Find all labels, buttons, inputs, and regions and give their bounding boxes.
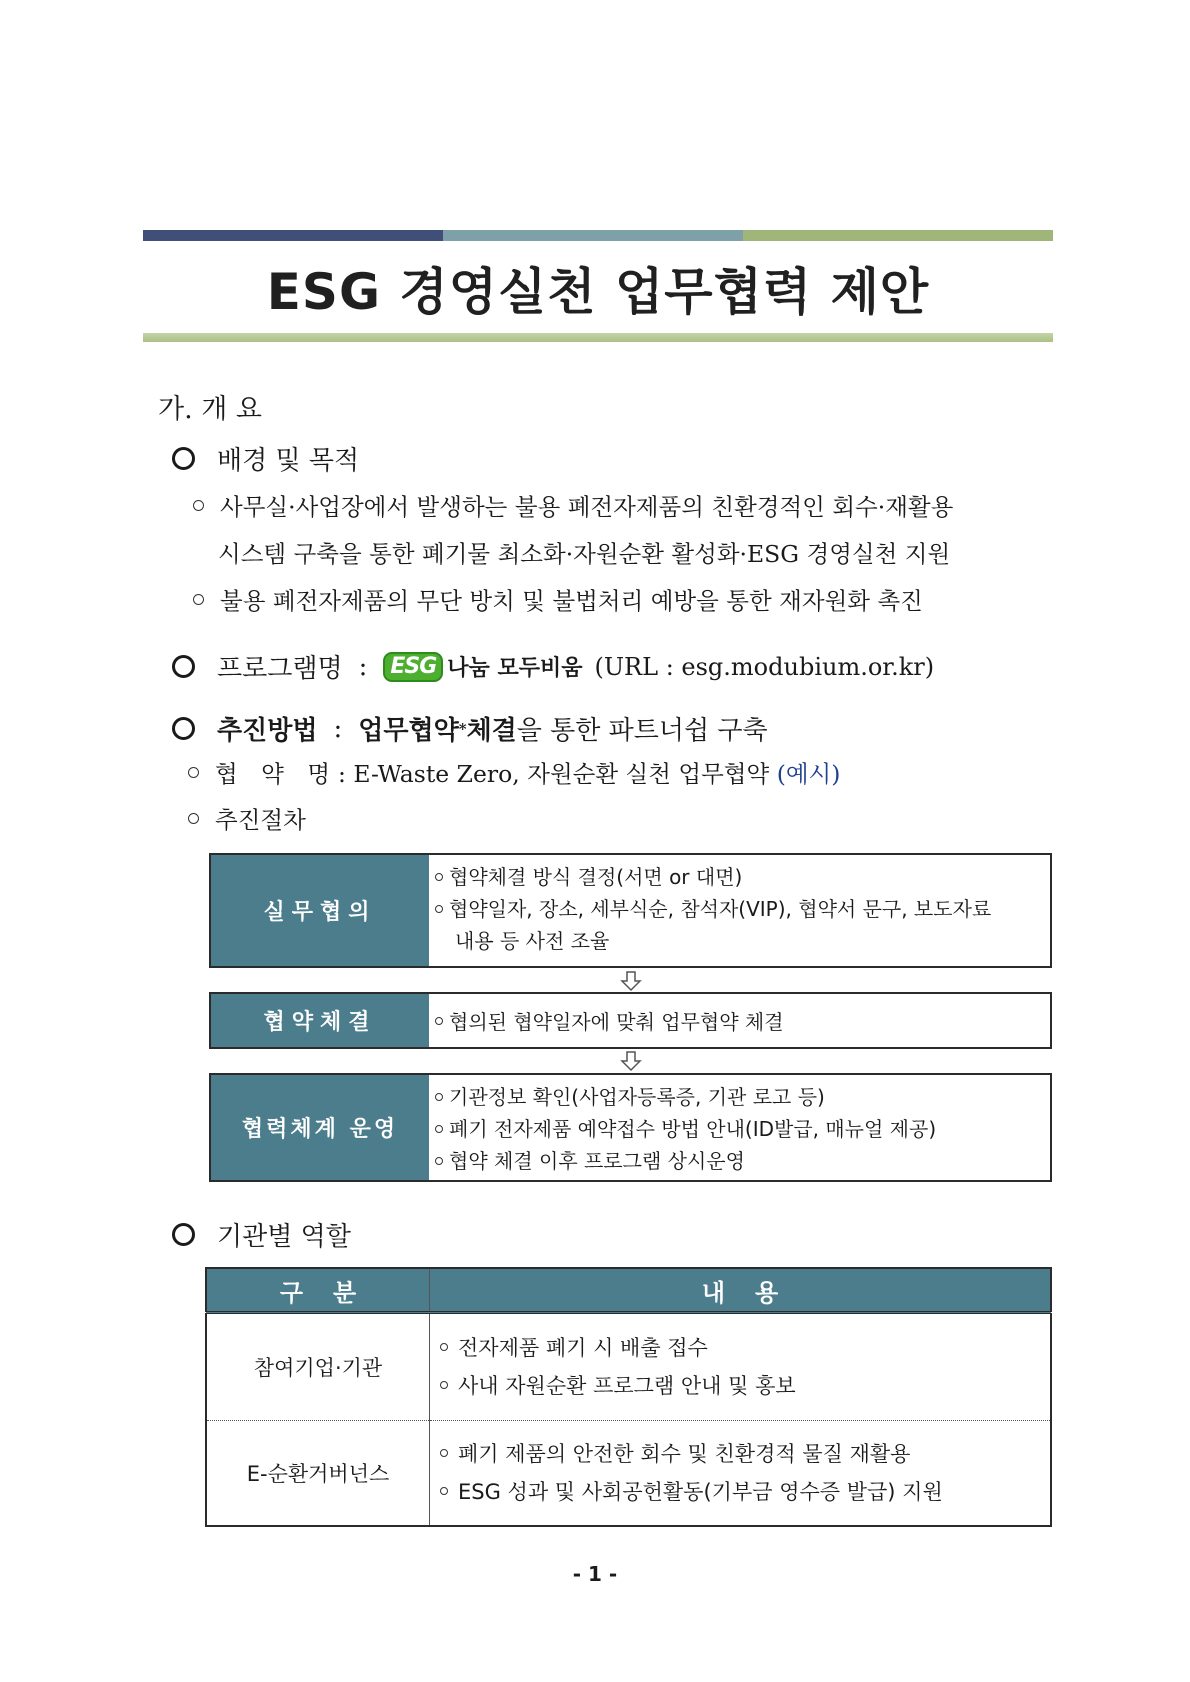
heading-background-text: 배경 및 목적 [217,446,360,476]
small-circle-bullet-icon [435,1157,443,1165]
header-content: 내용 [430,1268,1052,1313]
page-number: - 1 - [572,1562,618,1586]
band-segment-teal [443,230,743,241]
program-name: 나눔 모두비움 [447,656,583,681]
small-circle-bullet-icon [188,813,199,824]
small-circle-bullet-icon [440,1487,448,1495]
heading-method [172,710,768,747]
hollow-circle-icon [172,1223,195,1246]
procedure-step-3-label: 협력체계 운영 [211,1075,429,1180]
small-circle-bullet-icon [435,1017,443,1025]
role-content: 전자제품 폐기 시 배출 접수 사내 자원순환 프로그램 안내 및 홍보 [430,1313,1052,1421]
agreement-example: (예시) [776,760,841,788]
procedure-step-1 [209,853,1052,968]
heading-roles-text: 기관별 역할 [217,1222,351,1252]
role-content: 폐기 제품의 안전한 회수 및 친환경적 물질 재활용 ESG 성과 및 사회공헌활동(기부금 영수증 발급) 지원 [430,1421,1052,1527]
small-circle-bullet-icon [435,1125,443,1133]
procedure-step-2 [209,992,1052,1049]
down-arrow-icon [620,970,642,992]
heading-background [172,440,359,477]
method-value-bold-tail: 체결 [466,716,517,746]
small-circle-bullet-icon [435,873,443,881]
heading-program [172,648,934,685]
small-circle-bullet-icon [435,905,443,913]
procedure-step-3 [209,1073,1052,1182]
procedure-step-2-label: 협약체결 [211,994,429,1047]
down-arrow-icon [620,1050,642,1072]
page-title: ESG 경영실천 업무협력 제안 [266,263,930,321]
hollow-circle-icon [172,717,195,740]
small-circle-bullet-icon [440,1449,448,1457]
agreement-name-line: 협 약 명: E-Waste Zero, 자원순환 실천 업무협약 (예시) [188,757,840,791]
header-category: 구분 [206,1268,430,1313]
small-circle-bullet-icon [188,767,199,778]
method-value-bold: 업무협약 [358,716,459,746]
bullet-background-1-cont: 시스템 구축을 통한 폐기물 최소화·자원순환 활성화·ESG 경영실천 지원 [218,540,951,568]
section-heading-overview: 가. 개 요 [158,394,262,425]
small-circle-bullet-icon [440,1381,448,1389]
method-colon: : [333,713,343,744]
program-url: (URL : esg.modubium.or.kr) [594,652,935,681]
role-org: E-순환거버넌스 [206,1421,430,1527]
table-row [206,1313,1051,1421]
small-circle-bullet-icon [440,1343,448,1351]
procedure-label-line: 추진절차 [188,803,306,837]
roles-table-header [206,1268,1051,1313]
title-band-top [143,230,1053,241]
hollow-circle-icon [172,447,195,470]
program-colon: : [358,651,368,682]
procedure-step-1-label: 실무협의 [211,855,429,966]
method-value-rest: 을 통한 파트너쉽 구축 [516,716,768,746]
heading-roles [172,1216,351,1253]
method-label: 추진방법 [217,716,318,746]
hollow-circle-icon [172,655,195,678]
small-circle-bullet-icon [193,500,204,511]
band-segment-green [743,230,1053,241]
procedure-step-1-body: 협약체결 방식 결정(서면 or 대면) 협약일자, 장소, 세부식순, 참석자(VIP), 협약서 문구, 보도자료 내용 등 사전 조율 [429,855,997,966]
program-label: 프로그램명 [217,654,343,684]
bullet-background-2: 불용 폐전자제품의 무단 방치 및 불법처리 예방을 통한 재자원화 촉진 [193,584,923,618]
procedure-step-2-body: 협의된 협약일자에 맞춰 업무협약 체결 [429,994,790,1047]
bullet-background-1: 사무실·사업장에서 발생하는 불용 폐전자제품의 친환경적인 회수·재활용 [193,490,953,524]
small-circle-bullet-icon [435,1093,443,1101]
table-row [206,1421,1051,1527]
band-segment-navy [143,230,443,241]
esg-logo: ESG [383,652,443,682]
role-org: 참여기업·기관 [206,1313,430,1421]
procedure-step-3-body: 기관정보 확인(사업자등록증, 기관 로고 등) 폐기 전자제품 예약접수 방법 안내(ID발급, 매뉴얼 제공) 협약 체결 이후 프로그램 상시운영 [429,1075,942,1180]
roles-table [205,1267,1052,1527]
small-circle-bullet-icon [193,594,204,605]
method-star: * [458,719,467,738]
title-band-bottom [143,333,1053,342]
